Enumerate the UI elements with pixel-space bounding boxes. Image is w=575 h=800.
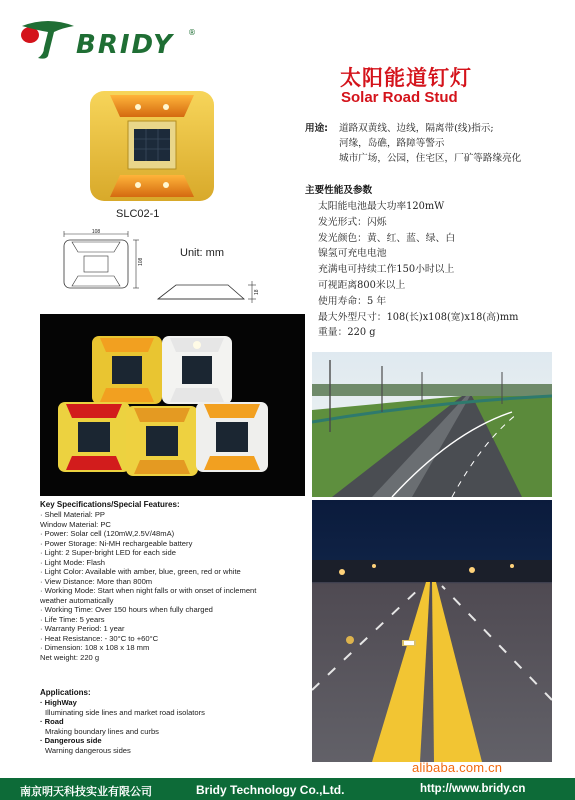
model-number: SLC02-1 [116, 208, 160, 220]
spec-item: · Heat Resistance: - 30°C to +60°C [40, 633, 159, 643]
spec-item: · Dimension: 108 x 108 x 18 mm [40, 643, 150, 652]
footer-bar [0, 778, 575, 800]
spec-item: · Light Mode: Flash [40, 557, 105, 567]
performance-item: 可视距离800米以上 [318, 279, 406, 291]
spec-item: Net weight: 220 g [40, 652, 100, 662]
stud-white-back [162, 336, 232, 404]
footer-company-chinese: 南京明天科技实业有限公司 [20, 785, 152, 798]
width-dimension: 108 [91, 229, 101, 235]
specs-title: Key Specifications/Special Features: [40, 500, 180, 509]
specs-list [40, 510, 310, 662]
spec-item: · Warranty Period: 1 year [40, 624, 125, 633]
footer-website-link[interactable]: http://www.bridy.cn [420, 783, 526, 795]
stud-white-front [196, 402, 268, 472]
spec-item: Window Material: PC [40, 519, 111, 529]
spec-item: · Shell Material: PP [40, 510, 105, 519]
spec-item: · Working Time: Over 150 hours when fully charged [40, 605, 213, 614]
performance-item: 镍氢可充电电池 [318, 248, 387, 260]
application-heading: · HighWay [40, 698, 77, 707]
usage-line: 城市广场，公园，住宅区，厂矿等路缘亮化 [339, 153, 522, 164]
color-variants-photo [40, 314, 305, 496]
highway-day-photo [312, 352, 552, 497]
stud-amber-back [92, 336, 162, 404]
footer-company-english: Bridy Technology Co.,Ltd. [196, 783, 345, 797]
spec-item: · Working Mode: Start when night falls or with onset of inclement [40, 586, 257, 595]
application-heading: · Road [40, 717, 64, 726]
performance-item: 充满电可持续工作150小时以上 [318, 264, 455, 276]
height-dimension: 18 [254, 289, 260, 295]
registered-mark: ® [188, 28, 196, 37]
watermark-text: alibaba.com.cn [412, 760, 503, 775]
applications-title: Applications: [40, 688, 91, 697]
performance-item: 重量：220 g [318, 327, 376, 339]
spec-item: · Light Color: Available with amber, blue, green, red or white [40, 567, 241, 576]
stud-amber-front [126, 406, 198, 476]
spec-item: · Power: Solar cell (120mW,2.5V/48mA) [40, 529, 175, 538]
title-english: Solar Road Stud [341, 89, 458, 106]
spec-item: · Life Time: 5 years [40, 614, 105, 624]
performance-title: 主要性能及参数 [305, 185, 373, 196]
title-chinese: 太阳能道钉灯 [340, 65, 472, 90]
performance-list [318, 199, 518, 341]
performance-item: 发光颜色：黄、红、蓝、绿、白 [318, 232, 456, 244]
logo-text: BRIDY [76, 30, 174, 60]
spec-item: · Power Storage: Ni-MH rechargeable battery [40, 538, 193, 548]
usage-line: 河缘，岛礁，路障等警示 [339, 138, 445, 149]
applications-list [40, 698, 300, 755]
spec-item: · View Distance: More than 800m [40, 576, 153, 586]
performance-item: 使用寿命：5 年 [318, 295, 387, 307]
usage-title: 用途: [305, 123, 329, 134]
top-view-dimensions [58, 228, 148, 292]
performance-item: 太阳能电池最大功率120mW [318, 201, 445, 212]
application-heading: · Dangerous side [40, 736, 102, 745]
road-night-photo [312, 500, 552, 762]
stud-red [58, 402, 130, 472]
spec-item: · Light: 2 Super-bright LED for each side [40, 548, 176, 557]
application-description: Warning dangerous sides [45, 745, 131, 755]
unit-label: Unit: mm [180, 247, 224, 259]
application-description: Illuminating side lines and market road isolators [45, 707, 205, 717]
logo-swoosh-icon [18, 18, 78, 60]
usage-line: 道路双黄线、边线，隔离带(线)指示; [339, 123, 494, 134]
depth-dimension: 108 [138, 257, 144, 266]
bridy-logo [18, 18, 196, 60]
spec-item: weather automatically [40, 595, 114, 605]
application-description: Mraking boundary lines and curbs [45, 726, 159, 736]
product-photo [88, 85, 216, 207]
performance-item: 最大外型尺寸：108(长)x108(宽)x18(高)mm [318, 311, 519, 323]
performance-item: 发光形式：闪烁 [318, 216, 387, 228]
side-view-drawing [152, 275, 262, 307]
